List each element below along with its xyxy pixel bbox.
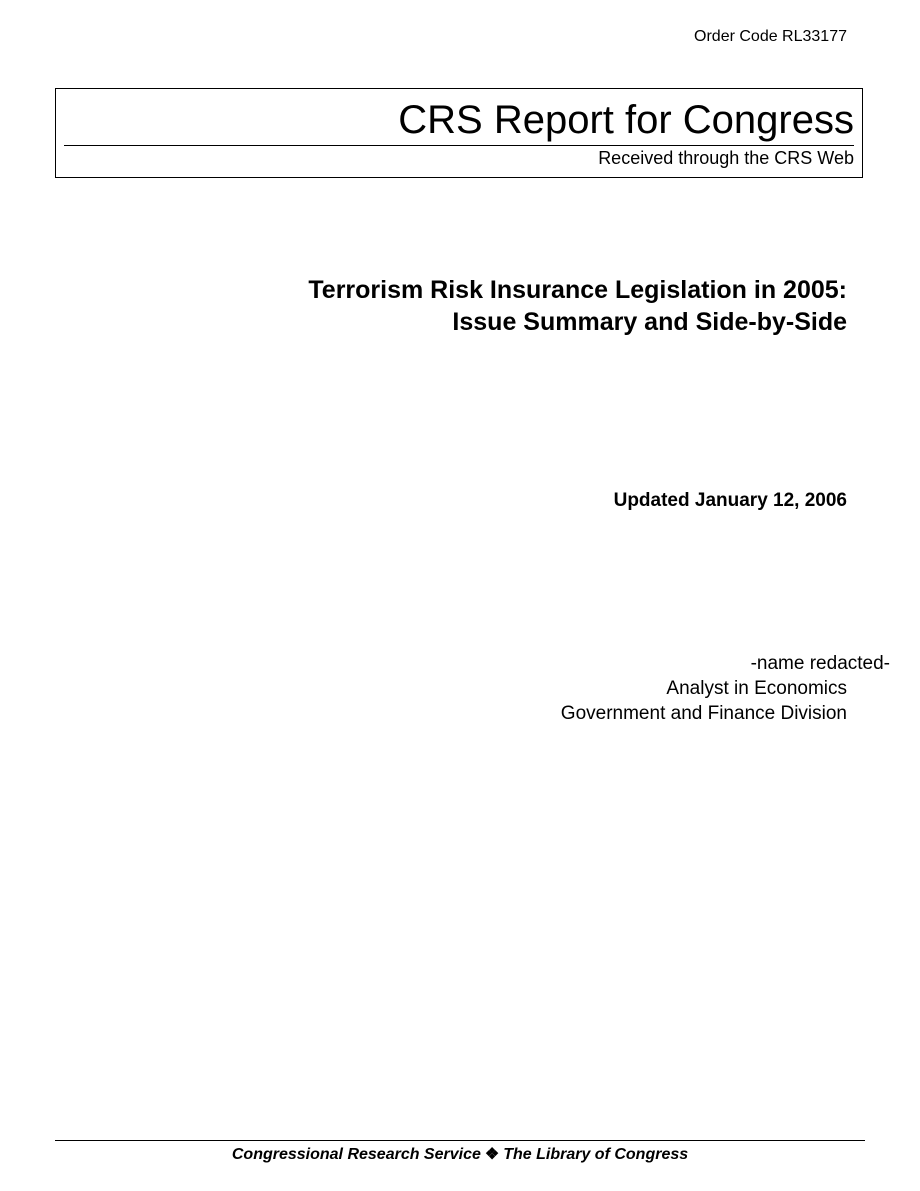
footer bbox=[0, 1144, 920, 1164]
report-header-title: CRS Report for Congress bbox=[398, 98, 854, 142]
footer-divider bbox=[55, 1140, 865, 1141]
order-code: Order Code RL33177 bbox=[694, 28, 847, 45]
footer-library: The Library of Congress bbox=[503, 1146, 689, 1163]
document-title bbox=[308, 274, 847, 338]
title-line-1: Terrorism Risk Insurance Legislation in 2005: bbox=[308, 276, 847, 304]
updated-date: Updated January 12, 2006 bbox=[613, 490, 847, 511]
header-divider bbox=[64, 145, 854, 146]
author-title: Analyst in Economics bbox=[666, 678, 847, 699]
report-header-subtitle: Received through the CRS Web bbox=[598, 148, 854, 168]
title-line-2: Issue Summary and Side-by-Side bbox=[452, 308, 847, 336]
author-division: Government and Finance Division bbox=[560, 703, 847, 724]
footer-separator-icon: ❖ bbox=[484, 1146, 500, 1163]
report-header-box bbox=[55, 88, 863, 178]
footer-crs: Congressional Research Service bbox=[231, 1146, 481, 1163]
author-name: -name redacted- bbox=[750, 653, 890, 674]
